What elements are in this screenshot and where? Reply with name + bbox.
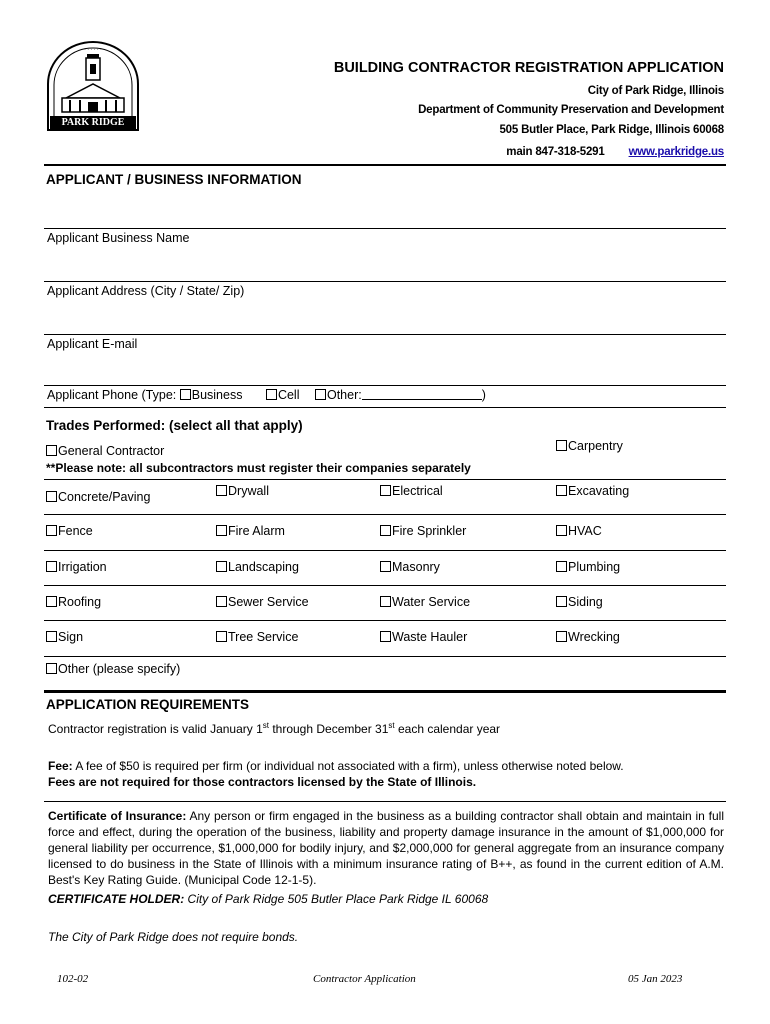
trade-checkbox[interactable] <box>216 631 227 642</box>
contact-line <box>506 146 724 158</box>
trade-checkbox[interactable] <box>46 596 57 607</box>
certificate-holder: CERTIFICATE HOLDER: City of Park Ridge 505 Butler Place Park Ridge IL 60068 <box>48 892 489 906</box>
trade-label: Roofing <box>58 595 102 609</box>
business-name-label: Applicant Business Name <box>47 231 190 245</box>
trade-other <box>46 662 180 676</box>
trade-checkbox[interactable] <box>46 561 57 572</box>
trade-option <box>46 490 150 504</box>
trade-checkbox[interactable] <box>556 525 567 536</box>
phone-cell-label: Cell <box>277 388 300 402</box>
insurance-label: Certificate of Insurance: <box>48 809 187 823</box>
trade-label: Water Service <box>392 595 471 609</box>
subcontractor-note: **Please note: all subcontractors must register their companies separately <box>46 461 471 475</box>
trade-option <box>216 484 269 498</box>
business-name-line[interactable] <box>44 228 726 229</box>
trades-divider-5 <box>44 656 726 657</box>
trade-label: Wrecking <box>568 630 620 644</box>
phone-cell-checkbox[interactable] <box>266 389 277 400</box>
trade-label: Fire Alarm <box>228 524 285 538</box>
trade-checkbox[interactable] <box>216 561 227 572</box>
trade-label: Tree Service <box>228 630 299 644</box>
phone-other-field[interactable] <box>362 388 482 400</box>
trade-option <box>556 484 629 498</box>
trade-checkbox[interactable] <box>380 561 391 572</box>
trade-option <box>556 630 620 644</box>
trade-checkbox[interactable] <box>556 596 567 607</box>
phone-other-label: Other: <box>326 388 362 402</box>
trade-general-contractor <box>46 444 164 458</box>
phone-line[interactable] <box>44 385 726 386</box>
trade-label: Sewer Service <box>228 595 309 609</box>
email-line[interactable] <box>44 334 726 335</box>
insurance-paragraph: Certificate of Insurance: Any person or firm engaged in the business as a building contractor shall obtain and maintain in full force and effect, during the operation of the business, liability and property damage insurance in the amount of $1,000,000 for general liability per occurrence, $1,000,000 for bodily injury, and $2,000,000 for general aggregate from an insurance company licensed to do business in the State of Illinois with a minimum insurance rating of B++, as found in the current edition of A.M. Best's Key Rating Guide. (Municipal Code 12-1-5). <box>48 809 725 887</box>
city-name: City of Park Ridge, Illinois <box>587 85 724 97</box>
trade-option <box>216 630 298 644</box>
trade-checkbox[interactable] <box>216 596 227 607</box>
trade-label: Drywall <box>228 484 269 498</box>
trade-option <box>380 630 467 644</box>
trade-label: HVAC <box>568 524 602 538</box>
general-contractor-label: General Contractor <box>58 444 165 458</box>
trade-checkbox[interactable] <box>216 525 227 536</box>
phone-business-label: Business <box>191 388 243 402</box>
form-number: 102-02 <box>57 973 89 985</box>
trade-option <box>216 524 285 538</box>
trade-option <box>46 524 93 538</box>
fee-text: Fee: A fee of $50 is required per firm (or individual not associated with a firm), unless otherwise noted below. <box>48 759 624 773</box>
trade-carpentry <box>556 439 623 453</box>
phone-business-checkbox[interactable] <box>180 389 191 400</box>
trade-checkbox[interactable] <box>380 525 391 536</box>
trade-option <box>380 560 440 574</box>
trades-divider-0 <box>44 479 726 480</box>
footer-date: 05 Jan 2023 <box>628 973 683 985</box>
trade-option <box>556 560 620 574</box>
trade-label: Siding <box>568 595 603 609</box>
trade-label: Fire Sprinkler <box>392 524 467 538</box>
trade-checkbox[interactable] <box>380 631 391 642</box>
trade-option <box>380 484 443 498</box>
general-contractor-checkbox[interactable] <box>46 445 57 456</box>
phone-other-checkbox[interactable] <box>315 389 326 400</box>
trades-divider-4 <box>44 620 726 621</box>
trade-checkbox[interactable] <box>380 596 391 607</box>
trade-option <box>556 524 602 538</box>
trades-divider-3 <box>44 585 726 586</box>
trade-checkbox[interactable] <box>380 485 391 496</box>
bonds-note: The City of Park Ridge does not require bonds. <box>48 930 299 944</box>
trade-label: Landscaping <box>228 560 299 574</box>
main-phone: main 847-318-5291 <box>506 146 605 158</box>
trade-option <box>380 524 466 538</box>
fee-label: Fee: <box>48 759 73 773</box>
phone-row <box>47 388 486 402</box>
requirements-divider <box>44 690 726 693</box>
trade-option <box>556 595 603 609</box>
city-seal-logo <box>44 40 142 132</box>
trade-option <box>46 560 107 574</box>
certificate-holder-label: CERTIFICATE HOLDER: <box>48 892 185 906</box>
trade-option <box>216 560 299 574</box>
logo-label: PARK RIDGE <box>61 117 125 128</box>
insurance-divider <box>44 801 726 802</box>
trade-checkbox[interactable] <box>46 525 57 536</box>
other-trade-checkbox[interactable] <box>46 663 57 674</box>
phone-close: ) <box>481 388 486 402</box>
trade-checkbox[interactable] <box>46 491 57 502</box>
trade-label: Plumbing <box>568 560 621 574</box>
trade-label: Masonry <box>392 560 440 574</box>
trade-label: Electrical <box>392 484 443 498</box>
trade-checkbox[interactable] <box>556 485 567 496</box>
carpentry-label: Carpentry <box>568 439 623 453</box>
trade-checkbox[interactable] <box>556 631 567 642</box>
other-trade-label: Other (please specify) <box>58 662 181 676</box>
trade-label: Sign <box>58 630 84 644</box>
trade-option <box>380 595 470 609</box>
trade-label: Concrete/Paving <box>58 490 151 504</box>
phone-label: Applicant Phone (Type: <box>47 388 180 402</box>
requirements-section-title: APPLICATION REQUIREMENTS <box>46 697 250 712</box>
trade-option <box>216 595 309 609</box>
department-address: 505 Butler Place, Park Ridge, Illinois 60068 <box>499 124 724 136</box>
email-label: Applicant E-mail <box>47 337 138 351</box>
trade-option <box>46 630 83 644</box>
trade-label: Excavating <box>568 484 630 498</box>
fee-note: Fees are not required for those contractors licensed by the State of Illinois. <box>48 775 477 789</box>
trade-option <box>46 595 101 609</box>
address-label: Applicant Address (City / State/ Zip) <box>47 284 245 298</box>
trade-checkbox[interactable] <box>556 561 567 572</box>
carpentry-checkbox[interactable] <box>556 440 567 451</box>
trade-label: Waste Hauler <box>392 630 468 644</box>
phone-under-line <box>44 407 726 408</box>
applicant-section-title: APPLICANT / BUSINESS INFORMATION <box>46 172 302 187</box>
trade-label: Irrigation <box>58 560 107 574</box>
validity-text: Contractor registration is valid January 1st through December 31st each calendar year <box>48 721 501 736</box>
header-divider <box>44 164 726 166</box>
website-link[interactable]: www.parkridge.us <box>628 146 724 158</box>
trade-checkbox[interactable] <box>216 485 227 496</box>
trades-section-title: Trades Performed: (select all that apply) <box>46 418 303 433</box>
trades-divider-2 <box>44 550 726 551</box>
department-name: Department of Community Preservation and Development <box>418 104 724 116</box>
address-line[interactable] <box>44 281 726 282</box>
svg-text:· · · · · · · ·: · · · · · · · · <box>81 47 105 53</box>
trade-checkbox[interactable] <box>46 631 57 642</box>
document-title: BUILDING CONTRACTOR REGISTRATION APPLICATION <box>333 60 724 76</box>
trade-label: Fence <box>58 524 93 538</box>
footer-title: Contractor Application <box>313 973 416 985</box>
trades-divider-1 <box>44 514 726 515</box>
